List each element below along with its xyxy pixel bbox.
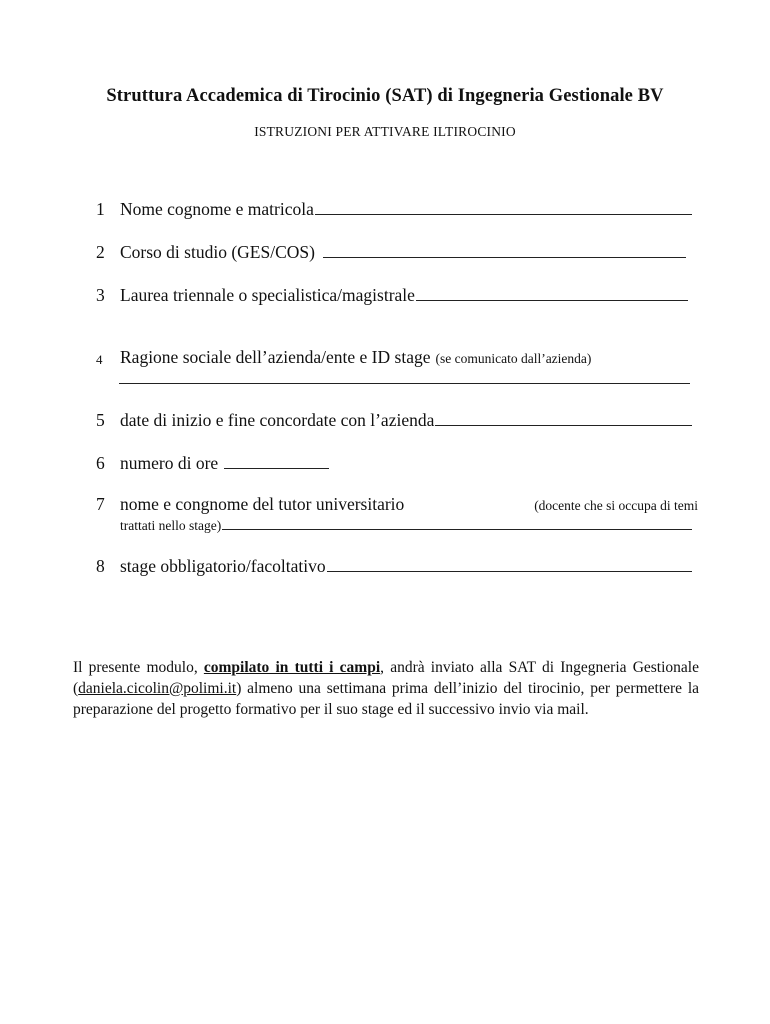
item-number: 5 [96,410,105,430]
item-number: 6 [96,453,105,473]
degree-field-line[interactable] [416,286,688,301]
document-title: Struttura Accademica di Tirocinio (SAT) di Ingegneria Gestionale BV [106,86,664,106]
item-number: 2 [96,242,105,262]
dates-field-line[interactable] [435,411,692,426]
field-note-company: (se comunicato dall’azienda) [435,351,592,366]
field-note-tutor: (docente che si occupa di temi [534,498,698,513]
paragraph-text-start: Il presente modulo, [73,659,204,676]
field-label-hours: numero di ore [120,453,219,473]
item-number: 4 [96,352,103,367]
company-field-line[interactable] [119,383,690,384]
field-label-name: Nome cognome e matricola [120,199,314,219]
paragraph-text-end: ) almeno una settimana prima dell’inizio del tirocinio, per permettere la preparazione del progetto formativo per il suo stage ed il successivo invio via mail. [73,680,699,718]
field-label-degree: Laurea triennale o specialistica/magistrale [120,285,415,305]
hours-field-line[interactable] [224,454,329,469]
field-label-tutor: nome e congnome del tutor universitario [120,494,405,514]
field-label-stage-type: stage obbligatorio/facoltativo [120,556,326,576]
paragraph-text-middle: , andrà inviato alla SAT di Ingegneria Gestionale ( [73,659,699,697]
instructions-paragraph [73,657,699,720]
field-label-course: Corso di studio (GES/COS) [120,242,315,262]
field-label-dates: date di inizio e fine concordate con l’azienda [120,410,435,430]
item-number: 8 [96,556,105,576]
name-field-line[interactable] [315,200,692,215]
document-subtitle: ISTRUZIONI PER ATTIVARE ILTIROCINIO [254,124,516,139]
field-label-company: Ragione sociale dell’azienda/ente e ID stage [120,347,431,367]
email-link[interactable]: daniela.cicolin@polimi.it [78,680,237,697]
stage-type-field-line[interactable] [327,557,692,572]
field-note-tutor-cont: trattati nello stage) [120,518,222,533]
item-number: 1 [96,199,105,219]
tutor-field-line[interactable] [222,519,692,530]
item-number: 7 [96,494,105,514]
course-field-line[interactable] [323,243,686,258]
item-number: 3 [96,285,105,305]
emphasis-text: compilato in tutti i campi [203,659,381,676]
